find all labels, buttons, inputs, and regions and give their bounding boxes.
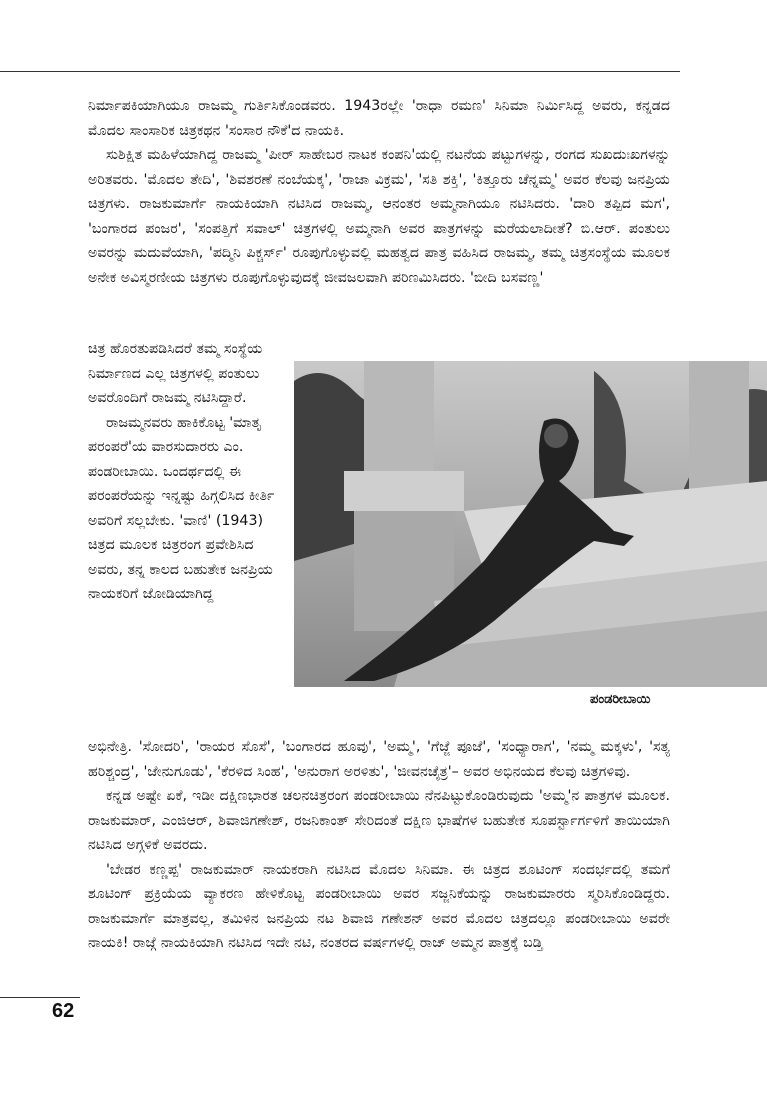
actress-photo (294, 361, 767, 687)
top-text-block (88, 94, 670, 290)
paragraph: ಸುಶಿಕ್ಷಿತ ಮಹಿಳೆಯಾಗಿದ್ದ ರಾಜಮ್ಮ 'ಪೀರ್ ಸಾಹೇಬರ ನಾಟಕ ಕಂಪನಿ'ಯಲ್ಲಿ ನಟನೆಯ ಪಟ್ಟುಗಳನ್ನು, ರಂಗದ ಸುಖದುಃಖಗಳನ್ನು ಅರಿತವರು. 'ಮೊದಲ ತೇದಿ', 'ಶಿವಶರಣೆ ನಂಬೆಯಕ್ಕ', 'ರಾಜಾ ವಿಕ್ರಮ', 'ಸತಿ ಶಕ್ತಿ', 'ಕಿತ್ತೂರು ಚೆನ್ನಮ್ಮ' ಅವರ ಕೆಲವು ಜನಪ್ರಿಯ ಚಿತ್ರಗಳು. ರಾಜಕುಮಾರ್ಗೆ ನಾಯಕಿಯಾಗಿ ನಟಿಸಿದ ರಾಜಮ್ಮ, ಆನಂತರ ಅಮ್ಮನಾಗಿಯೂ ನಟಿಸಿದರು. 'ದಾರಿ ತಪ್ಪಿದ ಮಗ', 'ಬಂಗಾರದ ಪಂಜರ', 'ಸಂಪತ್ತಿಗೆ ಸವಾಲ್' ಚಿತ್ರಗಳಲ್ಲಿ ಅಮ್ಮನಾಗಿ ಅವರ ಪಾತ್ರಗಳನ್ನು ಮರೆಯಲಾದೀತೆ? ಬಿ.ಆರ್. ಪಂತುಲು ಅವರನ್ನು ಮದುವೆಯಾಗಿ, 'ಪದ್ಮಿನಿ ಪಿಕ್ಚರ್ಸ್' ರೂಪುಗೊಳ್ಳುವಲ್ಲಿ ಮಹತ್ವದ ಪಾತ್ರ ವಹಿಸಿದ ರಾಜಮ್ಮ, ತಮ್ಮ ಚಿತ್ರಸಂಸ್ಥೆಯ ಮೂಲಕ ಅನೇಕ ಅವಿಸ್ಮರಣೀಯ ಚಿತ್ರಗಳು ರೂಪುಗೊಳ್ಳುವುದಕ್ಕೆ ಜೀವಜಲವಾಗಿ ಪರಿಣಮಿಸಿದರು. 'ಬೀದಿ ಬಸವಣ್ಣ' (88, 147, 670, 286)
paragraph: ರಾಜಮ್ಮನವರು ಹಾಕಿಕೊಟ್ಟ 'ಮಾತೃ ಪರಂಪರೆ'ಯ ವಾರಸುದಾರರು ಎಂ. ಪಂಡರೀಬಾಯಿ. ಒಂದರ್ಥದಲ್ಲಿ ಈ ಪರಂಪರೆಯನ್ನು ಇನ್ನಷ್ಟು ಹಿಗ್ಗಲಿಸಿದ ಕೀರ್ತಿ ಅವರಿಗೆ ಸಲ್ಲಬೇಕು. 'ವಾಣಿ' (1943) ಚಿತ್ರದ ಮೂಲಕ ಚಿತ್ರರಂಗ ಪ್ರವೇಶಿಸಿದ ಅವರು, ತನ್ನ ಕಾಲದ ಬಹುತೇಕ ಜನಪ್ರಿಯ ನಾಯಕರಿಗೆ ಜೋಡಿಯಾಗಿದ್ದ (88, 414, 275, 602)
bottom-text-block (88, 735, 670, 956)
bottom-rule (0, 997, 80, 998)
page-number: 62 (52, 1000, 75, 1022)
paragraph: ಚಿತ್ರ ಹೊರತುಪಡಿಸಿದರೆ ತಮ್ಮ ಸಂಸ್ಥೆಯ ನಿರ್ಮಾಣದ ಎಲ್ಲ ಚಿತ್ರಗಳಲ್ಲಿ ಪಂತುಲು ಅವರೊಂದಿಗೆ ರಾಜಮ್ಮ ನಟಿಸಿದ್ದಾರೆ. (88, 341, 263, 406)
paragraph: ನಿರ್ಮಾಪಕಿಯಾಗಿಯೂ ರಾಜಮ್ಮ ಗುರ್ತಿಸಿಕೊಂಡವರು. 1943ರಲ್ಲೇ 'ರಾಧಾ ರಮಣ' ಸಿನಿಮಾ ನಿರ್ಮಿಸಿದ್ದ ಅವರು, ಕನ್ನಡದ ಮೊದಲ ಸಾಂಸಾರಿಕ ಚಿತ್ರಕಥನ 'ಸಂಸಾರ ನೌಕೆ'ದ ನಾಯಕಿ. (88, 98, 670, 139)
top-rule (0, 71, 680, 72)
paragraph: ಕನ್ನಡ ಅಷ್ಟೇ ಏಕೆ, ಇಡೀ ದಕ್ಷಿಣಭಾರತ ಚಲನಚಿತ್ರರಂಗ ಪಂಡರೀಬಾಯಿ ನೆನಪಿಟ್ಟುಕೊಂಡಿರುವುದು 'ಅಮ್ಮ'ನ ಪಾತ್ರಗಳ ಮೂಲಕ. ರಾಜಕುಮಾರ್, ಎಂಜಿಆರ್, ಶಿವಾಜಿಗಣೇಶ್, ರಜನಿಕಾಂತ್ ಸೇರಿದಂತೆ ದಕ್ಷಿಣ ಭಾಷೆಗಳ ಬಹುತೇಕ ಸೂಪರ್ಸ್ಟಾರ್ಗಳಿಗೆ ತಾಯಿಯಾಗಿ ನಟಿಸಿದ ಅಗ್ಗಳಿಕೆ ಅವರದು. (88, 788, 670, 853)
photo-caption: ಪಂಡರೀಬಾಯಿ (590, 692, 651, 707)
paragraph: ಅಭಿನೇತ್ರಿ. 'ಸೋದರಿ', 'ರಾಯರ ಸೊಸೆ', 'ಬಂಗಾರದ ಹೂವು', 'ಅಮ್ಮ', 'ಗೆಜ್ಜೆ ಪೂಜೆ', 'ಸಂಧ್ಯಾರಾಗ', 'ನಮ್ಮ ಮಕ್ಕಳು', 'ಸತ್ಯ ಹರಿಶ್ಚಂದ್ರ', 'ಜೇನುಗೂಡು', 'ಕೆರಳಿದ ಸಿಂಹ', 'ಅನುರಾಗ ಅರಳಿತು', 'ಜೀವನಚೈತ್ರ'– ಅವರ ಅಭಿನಯದ ಕೆಲವು ಚಿತ್ರಗಳಿವು. (88, 739, 670, 780)
paragraph: 'ಬೇಡರ ಕಣ್ಣಪ್ಪ' ರಾಜಕುಮಾರ್ ನಾಯಕರಾಗಿ ನಟಿಸಿದ ಮೊದಲ ಸಿನಿಮಾ. ಈ ಚಿತ್ರದ ಶೂಟಿಂಗ್ ಸಂದರ್ಭದಲ್ಲಿ ತಮಗೆ ಶೂಟಿಂಗ್ ಪ್ರಕ್ರಿಯೆಯ ವ್ಯಾಕರಣ ಹೇಳಿಕೊಟ್ಟ ಪಂಡರೀಬಾಯಿ ಅವರ ಸಜ್ಜನಿಕೆಯನ್ನು ರಾಜಕುಮಾರರು ಸ್ಮರಿಸಿಕೊಂಡಿದ್ದರು. ರಾಜಕುಮಾರ್ಗೆ ಮಾತ್ರವಲ್ಲ, ತಮಿಳಿನ ಜನಪ್ರಿಯ ನಟ ಶಿವಾಜಿ ಗಣೇಶನ್ ಅವರ ಮೊದಲ ಚಿತ್ರದಲ್ಲೂ ಪಂಡರೀಬಾಯಿ ಅವರೇ ನಾಯಕಿ! ರಾಜ್ಗೆ ನಾಯಕಿಯಾಗಿ ನಟಿಸಿದ ಇದೇ ನಟಿ, ನಂತರದ ವರ್ಷಗಳಲ್ಲಿ ರಾಜ್ ಅಮ್ಮನ ಪಾತ್ರಕ್ಕೆ ಬಡ್ತಿ (88, 861, 670, 951)
narrow-text-block (88, 337, 288, 607)
